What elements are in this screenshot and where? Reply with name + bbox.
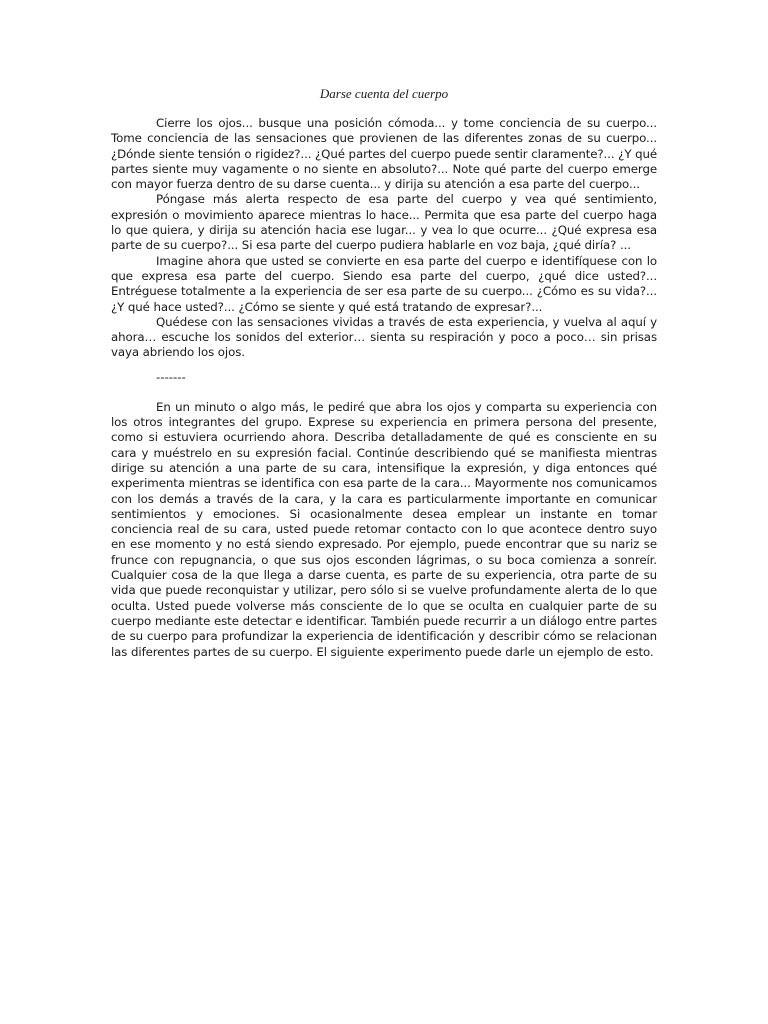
paragraph-5: En un minuto o algo más, le pediré que abra los ojos y comparta su experiencia con los otros integrantes del grupo. Exprese su experiencia en primera persona del presente, como si estuviera ocurriendo ahora. Describa detalladamente de qué es consciente en su cara y muéstrelo en su expresión facial. Continúe describiendo qué se manifiesta mientras dirige su atención a una parte de su cara, intensifique la expresión, y diga entonces qué experimenta mientras se identifica con esa parte de la cara... Mayormente nos comunicamos con los demás a través de la cara, y la cara es particularmente importante en comunicar sentimientos y emociones. Si ocasionalmente desea emplear un instante en tomar conciencia real de su cara, usted puede retomar contacto con lo que acontece dentro suyo en ese momento y no está siendo expresado. Por ejemplo, puede encontrar que su nariz se frunce con repugnancia, o que sus ojos esconden lágrimas, o su boca comienza a sonreír. Cualquier cosa de la que llega a darse cuenta, es parte de su experiencia, otra parte de su vida que puede reconquistar y utilizar, pero sólo si se vuelve profundamente alerta de lo que oculta. Usted puede volverse más consciente de lo que se oculta en cualquier parte de su cuerpo mediante este detectar e identificar. También puede recurrir a un diálogo entre partes de su cuerpo para profundizar la experiencia de identificación y describir cómo se relacionan las diferentes partes de su cuerpo. El siguiente experimento puede darle un ejemplo de esto.: [111, 399, 657, 659]
paragraph-4: Quédese con las sensaciones vividas a través de esta experiencia, y vuelva al aquí y ahora… escuche los sonidos del exterior… sienta su respiración y poco a poco… sin prisas vaya abriendo los ojos.: [111, 314, 657, 360]
paragraph-2: Póngase más alerta respecto de esa parte del cuerpo y vea qué sentimiento, expresión o movimiento aparece mientras lo hace... Permita que esa parte del cuerpo haga lo que quiera, y dirija su atención hacia ese lugar... y vea lo que ocurre... ¿Qué expresa esa parte de su cuerpo?... Si esa parte del cuerpo pudiera hablarle en voz baja, ¿qué diría? ...: [111, 192, 657, 253]
paragraph-1: Cierre los ojos... busque una posición cómoda... y tome conciencia de su cuerpo... Tome conciencia de las sensaciones que provienen de las diferentes zonas de su cuerpo... ¿Dónde siente tensión o rigidez?... ¿Qué partes del cuerpo puede sentir claramente?... ¿Y qué partes siente muy vagamente o no siente en absoluto?... Note qué parte del cuerpo emerge con mayor fuerza dentro de su darse cuenta... y dirija su atención a esa parte del cuerpo...: [111, 116, 657, 192]
exercise-instructions: [111, 116, 657, 361]
sharing-instructions: [111, 400, 657, 660]
document-title: Darse cuenta del cuerpo: [319, 86, 449, 101]
paragraph-3: Imagine ahora que usted se convierte en esa parte del cuerpo e identifíquese con lo que expresa esa parte del cuerpo. Siendo esa parte del cuerpo, ¿qué dice usted?... Entréguese totalmente a la experiencia de ser esa parte de su cuerpo... ¿Cómo es su vida?... ¿Y qué hace usted?... ¿Cómo se siente y qué está tratando de expresar?...: [111, 253, 657, 314]
document-page: [111, 0, 657, 660]
section-separator: -------: [156, 369, 186, 384]
